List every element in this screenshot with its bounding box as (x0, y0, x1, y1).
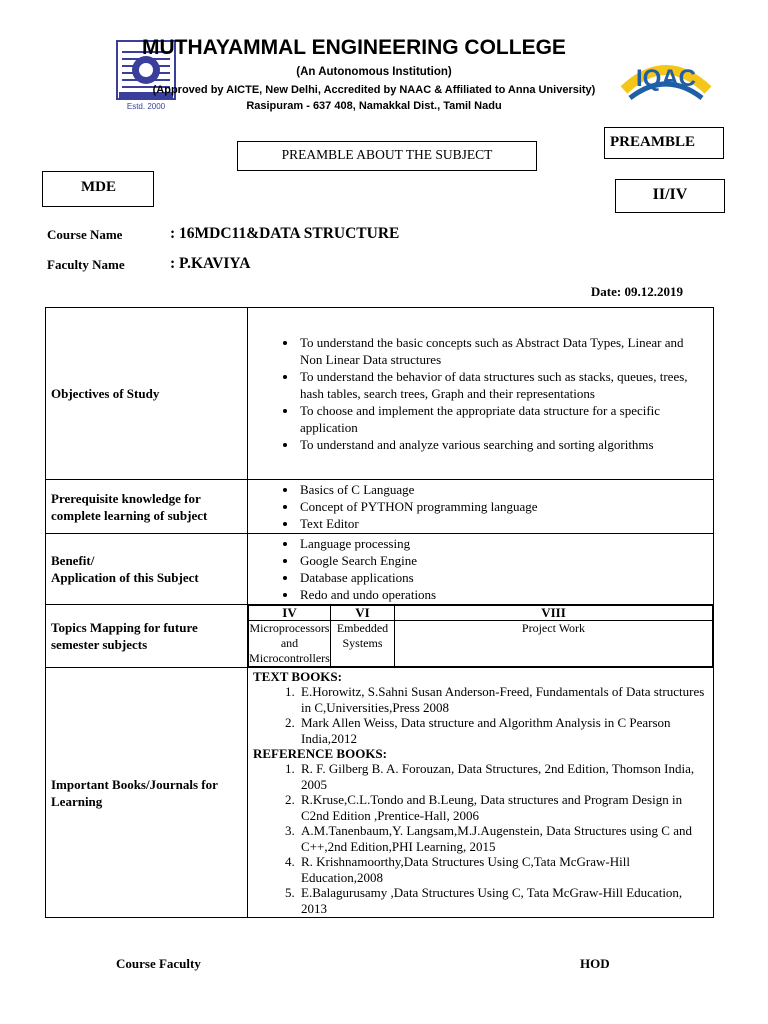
department-label: MDE (81, 179, 116, 195)
preamble-title-box (237, 141, 537, 171)
autonomous-label: (An Autonomous Institution) (296, 66, 452, 78)
reference-book-item: 1. R. F. Gilberg B. A. Forouzan, Data Structures, 2nd Edition, Thomson India, 2005 (298, 761, 709, 792)
topics-label: Topics Mapping for future semester subjects (46, 605, 248, 668)
course-name-value: : 16MDC11&DATA STRUCTURE (170, 225, 400, 242)
benefit-row (46, 534, 714, 605)
benefit-item: • Language processing (298, 535, 709, 552)
semester-subject: Microprocessors and Microcontrollers (249, 621, 330, 665)
faculty-name-label: Faculty Name (47, 257, 125, 272)
semester-mapping-table (248, 605, 713, 667)
objective-item: • To understand the basic concepts such as Abstract Data Types, Linear and Non Linear Data structures (298, 334, 709, 368)
logo-caption: Estd. 2000 (126, 102, 166, 111)
benefit-cell (248, 534, 714, 605)
college-name: MUTHAYAMMAL ENGINEERING COLLEGE (142, 36, 566, 59)
benefit-label-line-1: Benefit/ (51, 553, 95, 568)
text-book-item: 1. E.Horowitz, S.Sahni Susan Anderson-Freed, Fundamentals of Data structures in C,Universities,Press 2008 (298, 684, 709, 715)
department-box (42, 171, 154, 207)
semester-header: VIII (395, 606, 713, 621)
objective-item: • To choose and implement the appropriate data structure for a specific application (298, 402, 709, 436)
books-cell (248, 668, 714, 918)
objectives-label: Objectives of Study (46, 308, 248, 480)
document-date: Date: 09.12.2019 (590, 284, 683, 299)
prerequisite-label: Prerequisite knowledge for complete learning of subject (46, 480, 248, 534)
preamble-label: PREAMBLE (610, 134, 696, 150)
books-row (46, 668, 714, 918)
preamble-box (604, 127, 724, 159)
benefit-item: • Database applications (298, 569, 709, 586)
prerequisite-item: • Text Editor (298, 515, 709, 532)
benefit-label (46, 534, 248, 605)
prerequisite-item: • Concept of PYTHON programming language (298, 498, 709, 515)
objectives-cell (248, 308, 714, 480)
iqac-text: IQAC (636, 65, 696, 92)
books-label: Important Books/Journals for Learning (46, 668, 248, 918)
benefit-item: • Redo and undo operations (298, 586, 709, 603)
preamble-table (45, 307, 714, 918)
year-semester-box (615, 179, 725, 213)
reference-book-item: 3. A.M.Tanenbaum,Y. Langsam,M.J.Augenstein, Data Structures using C and C++,2nd Edition,PHI Learning, 2015 (298, 823, 709, 854)
course-name-label: Course Name (47, 227, 123, 242)
course-faculty-signature: Course Faculty (116, 956, 201, 971)
text-books-heading: TEXT BOOKS: (253, 669, 342, 684)
benefit-label-line-2: Application of this Subject (51, 570, 199, 585)
topics-row (46, 605, 714, 668)
prerequisite-row (46, 480, 714, 534)
reference-books-heading: REFERENCE BOOKS: (253, 746, 387, 761)
approval-line: (Approved by AICTE, New Delhi, Accredited by NAAC & Affiliated to Anna University) (152, 84, 596, 96)
objective-item: • To understand the behavior of data structures such as stacks, queues, trees, hash tables, search trees, Graph and their representations (298, 368, 709, 402)
year-semester-label: II/IV (652, 186, 688, 203)
semester-subject: Embedded Systems (331, 621, 395, 667)
text-book-item: 2. Mark Allen Weiss, Data structure and Algorithm Analysis in C Pearson India,2012 (298, 715, 709, 746)
preamble-title: PREAMBLE ABOUT THE SUBJECT (281, 147, 493, 162)
semester-header: VI (331, 606, 395, 621)
prerequisite-item: • Basics of C Language (298, 481, 709, 498)
prerequisite-cell (248, 480, 714, 534)
reference-book-item: 5. E.Balagurusamy ,Data Structures Using C, Tata McGraw-Hill Education, 2013 (298, 885, 709, 916)
topics-cell (248, 605, 714, 668)
hod-signature: HOD (580, 956, 610, 971)
faculty-name-value: : P.KAVIYA (170, 255, 251, 272)
objective-item: • To understand and analyze various searching and sorting algorithms (298, 436, 709, 453)
semester-subject: Project Work (395, 621, 713, 667)
iqac-logo (616, 40, 716, 110)
college-address: Rasipuram - 637 408, Namakkal Dist., Tamil Nadu (246, 100, 502, 112)
benefit-item: • Google Search Engine (298, 552, 709, 569)
reference-book-item: 2. R.Kruse,C.L.Tondo and B.Leung, Data structures and Program Design in C2nd Edition ,Prentice-Hall, 2006 (298, 792, 709, 823)
reference-book-item: 4. R. Krishnamoorthy,Data Structures Using C,Tata McGraw-Hill Education,2008 (298, 854, 709, 885)
objectives-row (46, 308, 714, 480)
semester-header: IV (249, 606, 331, 621)
